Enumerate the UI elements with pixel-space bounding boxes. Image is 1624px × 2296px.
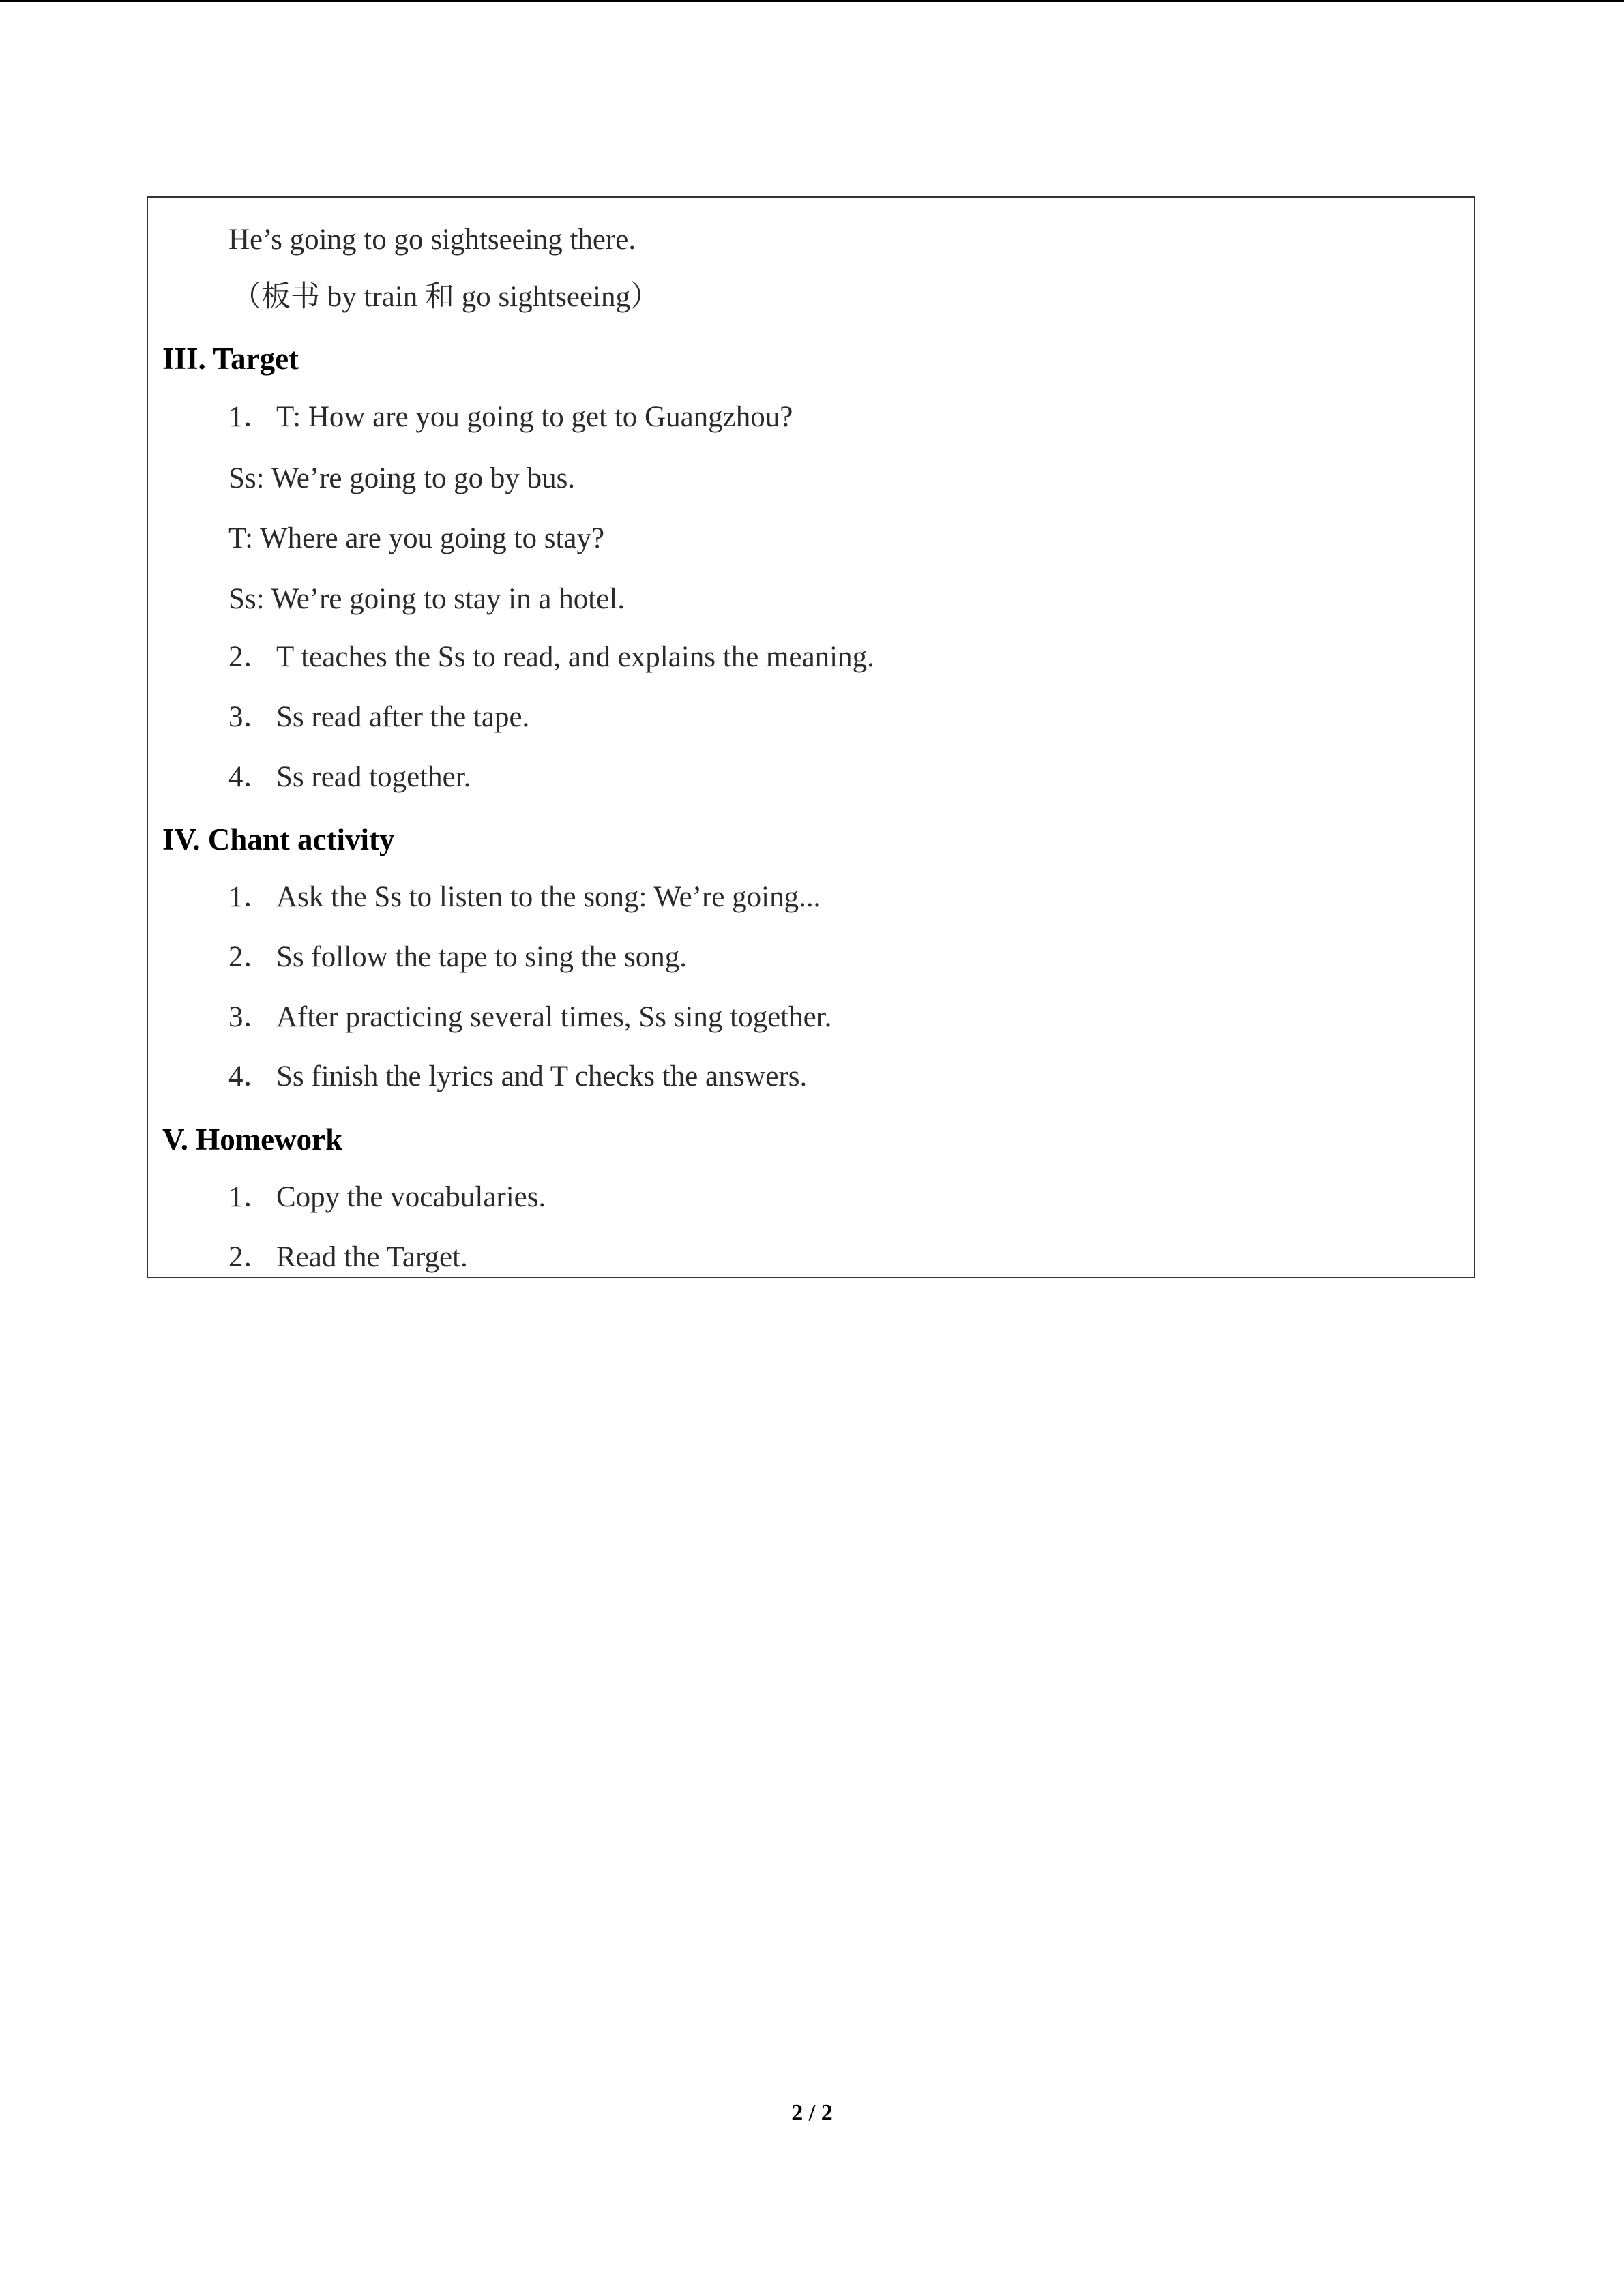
list-item [228,698,529,736]
item-text: Ss read after the tape. [276,701,530,733]
item-text: After practicing several times, Ss sing together. [276,1001,832,1033]
item-text: Ss follow the tape to sing the song. [276,941,687,973]
top-border-rule [0,0,1624,2]
item-number: 4． [228,1060,273,1092]
list-item [228,938,687,976]
list-item [228,580,625,618]
section-heading: IV. Chant activity [162,822,395,856]
item-number: 1． [228,1181,273,1213]
item-number: 2． [228,641,273,673]
lesson-plan-box [147,196,1475,1278]
list-item [228,1178,546,1217]
item-text: Ss read together. [276,761,471,793]
intro-line: （板书 by train 和 go sightseeing） [232,281,660,313]
item-text: Ss finish the lyrics and T checks the answers. [276,1060,808,1092]
list-item [228,998,831,1037]
item-number: 3． [228,1001,273,1033]
item-text: Read the Target. [276,1241,468,1273]
item-number: 3． [228,701,273,733]
list-item [228,1238,468,1277]
list-item [228,398,793,436]
item-number: 2． [228,941,273,973]
item-text: T teaches the Ss to read, and explains the meaning. [276,641,874,673]
intro-line: He’s going to go sightseeing there. [228,224,636,256]
item-text: T: How are you going to get to Guangzhou? [276,401,793,433]
section-heading: V. Homework [162,1122,343,1157]
item-number: 1． [228,881,273,913]
item-text: Ss: We’re going to stay in a hotel. [228,583,625,615]
list-item [228,1058,807,1096]
list-item [228,758,471,796]
section-heading: III. Target [162,342,299,376]
list-item [228,460,575,498]
item-number: 4． [228,761,273,793]
item-text: T: Where are you going to stay? [228,522,605,554]
item-number: 2． [228,1241,273,1273]
item-number: 1． [228,401,273,433]
page-number: 2 / 2 [791,2100,833,2126]
list-item [228,878,821,916]
item-text: Ask the Ss to listen to the song: We’re going... [276,881,821,913]
item-text: Ss: We’re going to go by bus. [228,462,576,494]
list-item [228,520,604,558]
list-item [228,638,874,676]
item-text: Copy the vocabularies. [276,1181,546,1213]
